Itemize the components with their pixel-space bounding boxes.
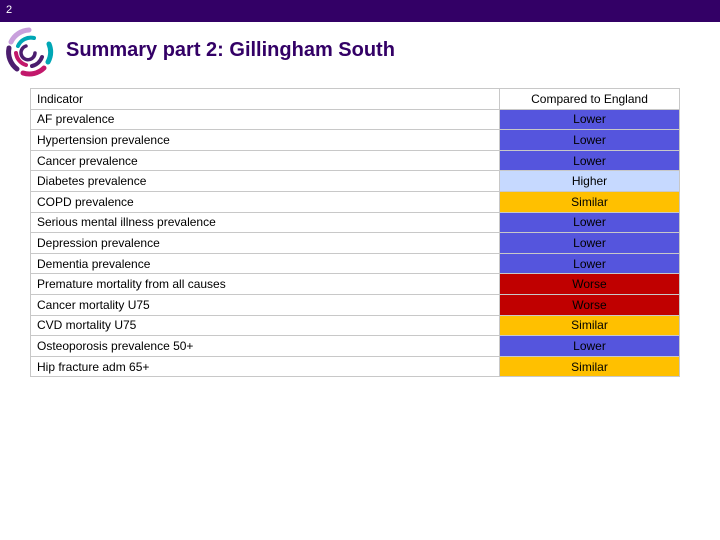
comparison-cell: Similar xyxy=(500,356,680,377)
table-row xyxy=(31,191,680,212)
top-bar xyxy=(0,0,720,22)
table-row xyxy=(31,294,680,315)
indicator-cell: Cancer prevalence xyxy=(31,150,500,171)
table-row xyxy=(31,315,680,336)
table-row xyxy=(31,212,680,233)
comparison-cell: Lower xyxy=(500,150,680,171)
comparison-cell: Similar xyxy=(500,191,680,212)
comparison-cell: Worse xyxy=(500,274,680,295)
compared-column-header: Compared to England xyxy=(500,89,680,110)
indicator-cell: Diabetes prevalence xyxy=(31,171,500,192)
table-row xyxy=(31,150,680,171)
comparison-cell: Similar xyxy=(500,315,680,336)
indicator-cell: Serious mental illness prevalence xyxy=(31,212,500,233)
page-title: Summary part 2: Gillingham South xyxy=(66,39,395,61)
indicator-column-header: Indicator xyxy=(31,89,500,110)
comparison-cell: Higher xyxy=(500,171,680,192)
table-row xyxy=(31,171,680,192)
comparison-cell: Lower xyxy=(500,233,680,254)
comparison-cell: Worse xyxy=(500,294,680,315)
comparison-cell: Lower xyxy=(500,130,680,151)
table-row xyxy=(31,233,680,254)
indicator-cell: Premature mortality from all causes xyxy=(31,274,500,295)
indicator-cell: COPD prevalence xyxy=(31,191,500,212)
comparison-cell: Lower xyxy=(500,212,680,233)
table-row xyxy=(31,130,680,151)
indicator-cell: Osteoporosis prevalence 50+ xyxy=(31,336,500,357)
indicator-cell: Cancer mortality U75 xyxy=(31,294,500,315)
indicator-cell: CVD mortality U75 xyxy=(31,315,500,336)
table-header-row xyxy=(31,89,680,110)
table-row xyxy=(31,253,680,274)
comparison-cell: Lower xyxy=(500,253,680,274)
table-row xyxy=(31,274,680,295)
slide-number: 2 xyxy=(6,4,13,16)
indicator-cell: Hypertension prevalence xyxy=(31,130,500,151)
table-row xyxy=(31,109,680,130)
phe-swirl-logo-icon xyxy=(4,26,54,78)
indicator-cell: Dementia prevalence xyxy=(31,253,500,274)
indicator-cell: Hip fracture adm 65+ xyxy=(31,356,500,377)
indicator-cell: AF prevalence xyxy=(31,109,500,130)
table-row xyxy=(31,336,680,357)
comparison-cell: Lower xyxy=(500,336,680,357)
comparison-cell: Lower xyxy=(500,109,680,130)
summary-table xyxy=(30,88,680,377)
table-row xyxy=(31,356,680,377)
indicator-cell: Depression prevalence xyxy=(31,233,500,254)
